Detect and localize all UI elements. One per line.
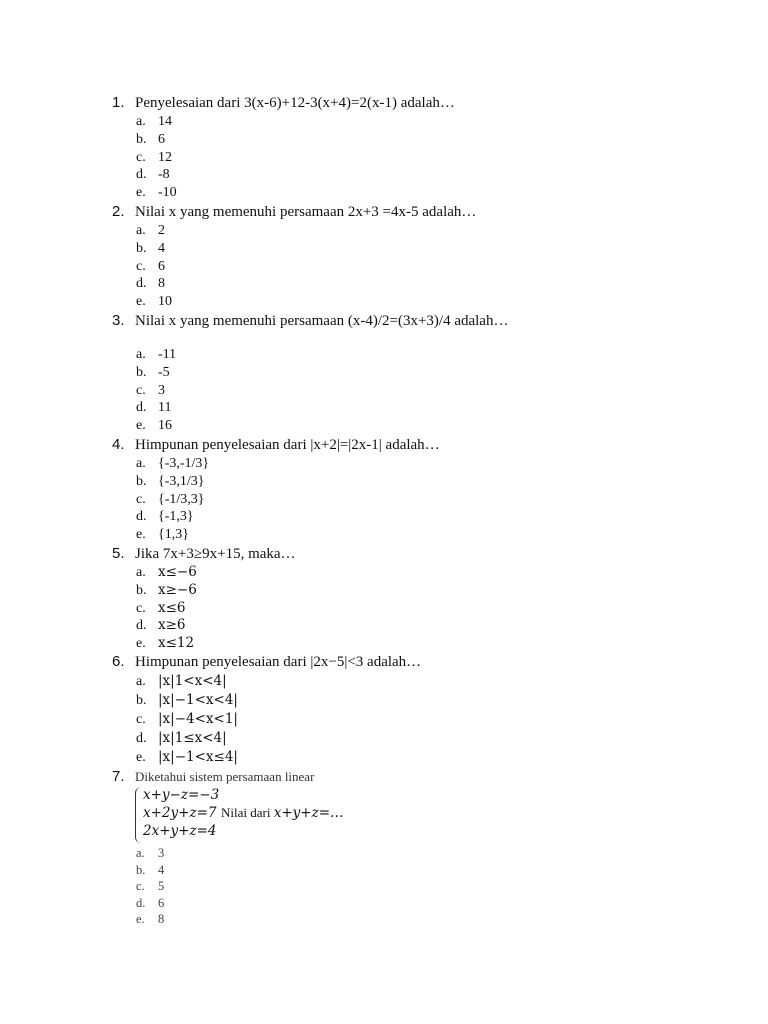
option-letter: a. (136, 114, 146, 129)
option-letter: a. (136, 846, 145, 860)
option-b (112, 240, 732, 258)
option-value: 14 (158, 114, 172, 129)
option-value: |x|−4<x<1| (158, 711, 238, 727)
question-text: Diketahui sistem persamaan linear (135, 769, 315, 784)
question-header (112, 652, 732, 672)
option-value: 4 (158, 862, 165, 877)
question-text: Penyelesaian dari 3(x-6)+12-3(x+4)=2(x-1) adalah… (135, 95, 455, 111)
question-number: 1. (112, 94, 125, 111)
option-a (112, 455, 732, 473)
option-letter: d. (136, 276, 147, 292)
option-b (112, 691, 732, 710)
option-c (112, 491, 732, 509)
option-list (112, 346, 732, 435)
option-value: 3 (158, 846, 165, 860)
ask-expression (221, 805, 344, 821)
option-letter: d. (136, 400, 147, 416)
option-value: -10 (158, 185, 177, 201)
option-a (112, 113, 732, 131)
option-letter: b. (136, 473, 147, 489)
question-4 (112, 435, 732, 544)
option-list (112, 845, 732, 928)
option-letter: c. (136, 600, 146, 616)
question-number: 5. (112, 545, 125, 562)
option-value: -11 (158, 347, 177, 362)
equation-3: 2x+y+z=4 (143, 823, 217, 839)
option-letter: e. (136, 185, 146, 201)
option-c (112, 710, 732, 729)
option-letter: e. (136, 527, 146, 543)
question-7 (112, 767, 732, 928)
question-6 (112, 652, 732, 767)
option-a (112, 346, 732, 364)
option-d (112, 895, 732, 912)
option-value: x≤12 (158, 635, 195, 652)
option-letter: b. (136, 862, 146, 877)
option-c (112, 258, 732, 276)
question-3 (112, 311, 732, 435)
option-d (112, 508, 732, 526)
option-d (112, 617, 732, 635)
option-d (112, 275, 732, 293)
option-e (112, 526, 732, 544)
option-letter: c. (136, 258, 146, 274)
option-letter: c. (136, 712, 146, 727)
question-header (112, 767, 732, 787)
option-value: 2 (158, 223, 165, 238)
option-value: |x|−1<x≤4| (158, 749, 238, 765)
option-letter: b. (136, 582, 147, 598)
question-2 (112, 202, 732, 311)
option-value: {-3,-1/3} (158, 456, 210, 471)
question-text: Nilai x yang memenuhi persamaan 2x+3 =4x-5 adalah… (135, 204, 477, 220)
option-b (112, 582, 732, 600)
option-d (112, 166, 732, 184)
option-d (112, 399, 732, 417)
option-a (112, 845, 732, 862)
option-letter: b. (136, 364, 147, 380)
option-value: 6 (158, 131, 165, 147)
option-value: 5 (158, 879, 165, 894)
option-value: x≤−6 (158, 564, 197, 580)
option-value: |x|−1<x<4| (158, 692, 238, 708)
option-letter: a. (136, 565, 146, 580)
option-value: -8 (158, 167, 170, 183)
question-header (112, 435, 732, 455)
option-b (112, 473, 732, 491)
option-letter: d. (136, 509, 147, 525)
option-c (112, 878, 732, 895)
option-letter: e. (136, 418, 146, 434)
option-letter: e. (136, 294, 146, 310)
question-1 (112, 93, 732, 202)
option-letter: d. (136, 731, 147, 746)
option-letter: a. (136, 456, 146, 471)
option-letter: a. (136, 347, 146, 362)
option-c (112, 382, 732, 400)
option-value: 11 (158, 400, 172, 416)
option-e (112, 911, 732, 928)
equation-2: x+2y+z=7 (143, 805, 217, 821)
question-header (112, 544, 732, 564)
question-text: Nilai x yang memenuhi persamaan (x-4)/2=(3x+3)/4 adalah… (135, 313, 509, 329)
question-text: Jika 7x+3≥9x+15, maka… (135, 546, 296, 562)
option-value: 8 (158, 912, 165, 927)
option-value: |x|1<x<4| (158, 673, 227, 689)
option-letter: d. (136, 167, 147, 183)
question-number: 6. (112, 653, 125, 670)
option-a (112, 672, 732, 691)
option-letter: d. (136, 618, 147, 634)
option-letter: e. (136, 750, 146, 765)
question-header (112, 202, 732, 222)
option-a (112, 222, 732, 240)
option-e (112, 293, 732, 311)
option-list (112, 564, 732, 653)
option-letter: d. (136, 895, 146, 910)
option-letter: e. (136, 636, 146, 652)
option-value: {-1/3,3} (158, 491, 205, 507)
option-value: 6 (158, 258, 165, 274)
question-number: 2. (112, 203, 125, 220)
equation-system (135, 787, 375, 845)
option-letter: c. (136, 879, 145, 894)
question-number: 3. (112, 312, 125, 329)
option-a (112, 564, 732, 582)
option-d (112, 729, 732, 748)
option-value: -5 (158, 364, 170, 380)
question-number: 7. (112, 768, 125, 785)
option-letter: b. (136, 240, 147, 256)
option-value: {1,3} (158, 527, 189, 543)
option-value: x≥6 (158, 617, 186, 634)
question-text: Himpunan penyelesaian dari |2x−5|<3 adalah… (135, 654, 422, 670)
option-e (112, 417, 732, 435)
option-e (112, 184, 732, 202)
option-letter: b. (136, 693, 147, 708)
question-5 (112, 544, 732, 653)
option-e (112, 748, 732, 767)
option-list (112, 113, 732, 202)
option-list (112, 455, 732, 544)
left-brace (135, 787, 142, 843)
option-b (112, 131, 732, 149)
option-value: 12 (158, 149, 172, 165)
option-letter: a. (136, 223, 146, 238)
option-b (112, 862, 732, 879)
option-value: 16 (158, 418, 172, 434)
option-value: {-1,3} (158, 509, 194, 525)
option-value: 8 (158, 276, 165, 292)
option-letter: a. (136, 674, 146, 689)
option-b (112, 364, 732, 382)
option-letter: e. (136, 912, 145, 927)
option-c (112, 600, 732, 618)
option-list (112, 672, 732, 767)
option-letter: c. (136, 382, 146, 398)
ask-label: Nilai dari (221, 805, 271, 820)
ask-math: x+y+z=… (273, 805, 344, 821)
option-value: x≥−6 (158, 581, 197, 598)
option-e (112, 635, 732, 653)
option-value: 3 (158, 382, 165, 398)
option-value: 6 (158, 895, 165, 910)
option-value: 4 (158, 240, 165, 256)
option-value: {-3,1/3} (158, 473, 205, 489)
question-header (112, 311, 732, 331)
option-value: x≤6 (158, 599, 186, 616)
question-text: Himpunan penyelesaian dari |x+2|=|2x-1| adalah… (135, 437, 440, 453)
option-letter: b. (136, 131, 147, 147)
option-letter: c. (136, 149, 146, 165)
equation-1: x+y−z=−3 (143, 787, 220, 803)
option-c (112, 149, 732, 167)
option-list (112, 222, 732, 311)
question-number: 4. (112, 436, 125, 453)
option-value: 10 (158, 294, 172, 310)
option-letter: c. (136, 491, 146, 507)
option-value: |x|1≤x<4| (158, 730, 227, 746)
question-header (112, 93, 732, 113)
